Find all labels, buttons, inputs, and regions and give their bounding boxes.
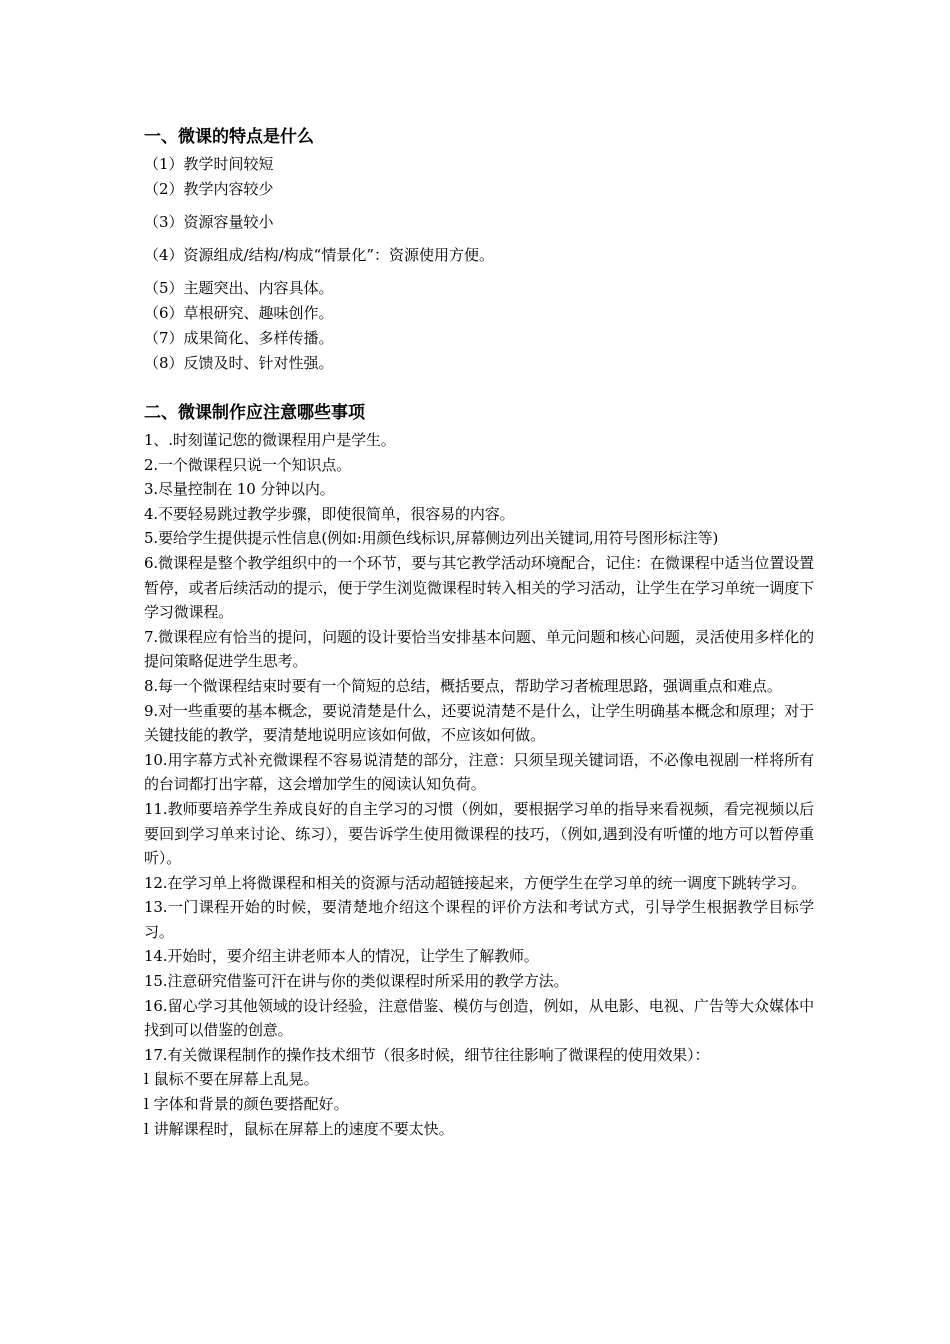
precaution-item: 12.在学习单上将微课程和相关的资源与活动超链接起来，方便学生在学习单的统一调度下跳转学习。 [144,873,806,892]
bullet-item: l 鼠标不要在屏幕上乱晃。 [144,1070,319,1089]
precaution-item: 8.每一个微课程结束时要有一个简短的总结，概括要点，帮助学习者梳理思路，强调重点和难点。 [144,676,782,695]
feature-item: （4）资源组成/结构/构成“情景化”：资源使用方便。 [144,246,494,264]
feature-item: （8）反馈及时、针对性强。 [144,354,334,372]
precaution-item: 9.对一些重要的基本概念，要说清楚是什么，还要说清楚不是什么，让学生明确基本概念和原理；对于关键技能的教学，要清楚地说明应该如何做，不应该如何做。 [144,701,814,745]
feature-item: （3）资源容量较小 [144,213,274,231]
precaution-item: 3.尽量控制在 10 分钟以内。 [144,480,335,499]
precaution-item: 6.微课程是整个教学组织中的一个环节，要与其它教学活动环境配合，记住：在微课程中适当位置设置暂停，或者后续活动的提示，便于学生浏览微课程时转入相关的学习活动，让学生在学习单统一调度下学习微课程。 [144,553,814,622]
precaution-item: 5.要给学生提供提示性信息(例如:用颜色线标识,屏幕侧边列出关键词,用符号图形标注等) [144,529,719,548]
precaution-item: 15.注意研究借鉴可汗在讲与你的类似课程时所采用的教学方法。 [144,972,569,991]
precaution-item: 10.用字幕方式补充微课程不容易说清楚的部分，注意：只须呈现关键词语，不必像电视剧一样将所有的台词都打出字幕，这会增加学生的阅读认知负荷。 [144,750,814,794]
feature-item: （7）成果简化、多样传播。 [144,329,334,347]
precaution-item: 1、.时刻谨记您的微课程用户是学生。 [144,431,396,449]
precaution-item: 11.教师要培养学生养成良好的自主学习的习惯（例如，要根据学习单的指导来看视频，看完视频以后要回到学习单来讨论、练习），要告诉学生使用微课程的技巧，（例如,遇到没有听懂的地方可以暂停重听）。 [144,799,814,868]
precaution-item: 4.不要轻易跳过教学步骤，即使很简单，很容易的内容。 [144,504,515,523]
precaution-item: 2.一个微课程只说一个知识点。 [144,455,352,474]
feature-item: （1）教学时间较短 [144,155,274,173]
feature-item: （2）教学内容较少 [144,180,274,198]
document-body [144,122,814,1141]
precaution-item: 17.有关微课程制作的操作技术细节（很多时候，细节往往影响了微课程的使用效果）： [144,1045,710,1064]
precautions-list [144,428,814,1067]
section-2-title: 二、微课制作应注意哪些事项 [144,403,365,423]
section-1-title: 一、微课的特点是什么 [144,127,314,147]
technical-details-list [144,1067,814,1141]
precaution-item: 7.微课程应有恰当的提问，问题的设计要恰当安排基本问题、单元问题和核心问题，灵活使用多样化的提问策略促进学生思考。 [144,627,814,671]
precaution-item: 16.留心学习其他领域的设计经验，注意借鉴、模仿与创造，例如，从电影、电视、广告等大众媒体中找到可以借鉴的创意。 [144,996,814,1040]
precaution-item: 13.一门课程开始的时候，要清楚地介绍这个课程的评价方法和考试方式，引导学生根据教学目标学习。 [144,898,814,941]
feature-item: （6）草根研究、趣味创作。 [144,304,334,322]
precaution-item: 14.开始时，要介绍主讲老师本人的情况，让学生了解教师。 [144,947,539,966]
feature-item: （5）主题突出、内容具体。 [144,279,334,297]
bullet-item: l 讲解课程时，鼠标在屏幕上的速度不要太快。 [144,1119,454,1138]
features-list [144,152,814,376]
bullet-item: l 字体和背景的颜色要搭配好。 [144,1095,349,1114]
